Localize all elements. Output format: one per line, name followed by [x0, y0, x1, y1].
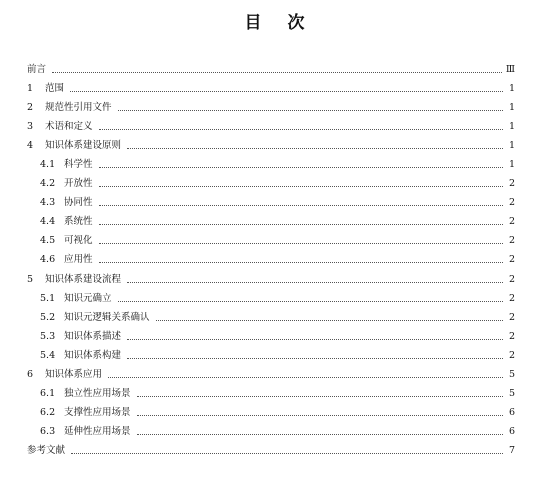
- toc-entry[interactable]: [27, 98, 515, 117]
- toc-entry[interactable]: [27, 270, 515, 289]
- dot-leader: [137, 415, 503, 416]
- toc-entry-label: 知识体系应用: [45, 368, 103, 380]
- toc-entry-number: 5.4: [40, 349, 56, 361]
- toc-entry-page: 2: [508, 349, 515, 361]
- toc-entry-number: 3: [27, 121, 34, 133]
- toc-entry-number: 2: [27, 102, 34, 114]
- toc-entry-label: 范围: [45, 83, 65, 95]
- dot-leader: [99, 243, 503, 244]
- toc-entry-label: 参考文献: [27, 444, 66, 456]
- toc-entry[interactable]: [27, 250, 515, 269]
- dot-leader: [108, 377, 503, 378]
- toc-entry-page: 2: [508, 197, 515, 209]
- toc-entry-label: 延伸性应用场景: [64, 425, 131, 437]
- toc-entry-page: 6: [508, 425, 515, 437]
- toc-entry-number: 4.1: [40, 159, 56, 171]
- toc-entry-page: 1: [508, 140, 515, 152]
- toc-entry-label: 知识元确立: [64, 292, 112, 304]
- toc-entry-number: 1: [27, 83, 34, 95]
- table-of-contents: [27, 60, 515, 460]
- toc-entry-label: 支撑性应用场景: [64, 406, 131, 418]
- dot-leader: [137, 396, 503, 397]
- toc-entry[interactable]: [27, 117, 515, 136]
- dot-leader: [137, 434, 503, 435]
- toc-entry-number: 6.1: [40, 387, 56, 399]
- toc-entry-page: 1: [508, 102, 515, 114]
- toc-entry[interactable]: [27, 193, 515, 212]
- toc-entry[interactable]: [27, 441, 515, 460]
- toc-entry-number: 4.3: [40, 197, 56, 209]
- toc-entry[interactable]: [27, 365, 515, 384]
- dot-leader: [127, 358, 503, 359]
- toc-entry[interactable]: [27, 79, 515, 98]
- toc-entry-page: 1: [508, 159, 515, 171]
- toc-entry[interactable]: [27, 155, 515, 174]
- toc-entry-number: 6.2: [40, 406, 56, 418]
- toc-entry-label: 开放性: [64, 178, 93, 190]
- dot-leader: [99, 262, 503, 263]
- toc-entry[interactable]: [27, 136, 515, 155]
- dot-leader: [99, 167, 503, 168]
- dot-leader: [99, 224, 503, 225]
- toc-entry-page: 5: [508, 387, 515, 399]
- dot-leader: [99, 186, 503, 187]
- toc-entry-label: 可视化: [64, 235, 93, 247]
- toc-entry[interactable]: [27, 289, 515, 308]
- toc-entry-label: 术语和定义: [45, 121, 93, 133]
- toc-entry-number: 4.2: [40, 178, 56, 190]
- dot-leader: [127, 282, 503, 283]
- toc-entry-page: 1: [508, 121, 515, 133]
- dot-leader: [99, 205, 503, 206]
- dot-leader: [70, 91, 503, 92]
- toc-entry-page: 6: [508, 406, 515, 418]
- toc-entry-label: 知识体系描述: [64, 330, 122, 342]
- toc-entry-label: 前言: [27, 64, 47, 76]
- toc-entry-page: 7: [508, 444, 515, 456]
- toc-entry-number: 6: [27, 368, 34, 380]
- toc-entry-number: 4.5: [40, 235, 56, 247]
- toc-entry-page: 1: [508, 83, 515, 95]
- title-char-1: 目: [244, 13, 262, 33]
- toc-entry-page: 2: [508, 311, 515, 323]
- toc-entry-number: 6.3: [40, 425, 56, 437]
- toc-entry-page: 5: [508, 368, 515, 380]
- toc-entry-page: 2: [508, 178, 515, 190]
- dot-leader: [156, 320, 503, 321]
- toc-entry[interactable]: [27, 60, 515, 79]
- toc-entry-page: 2: [508, 330, 515, 342]
- page-title: [0, 8, 549, 33]
- toc-entry[interactable]: [27, 231, 515, 250]
- dot-leader: [127, 339, 503, 340]
- toc-entry-label: 独立性应用场景: [64, 387, 131, 399]
- toc-entry-label: 知识体系建设原则: [45, 140, 122, 152]
- dot-leader: [52, 72, 502, 73]
- toc-entry[interactable]: [27, 422, 515, 441]
- toc-entry-label: 科学性: [64, 159, 93, 171]
- toc-entry[interactable]: [27, 308, 515, 327]
- toc-entry-number: 4: [27, 140, 34, 152]
- dot-leader: [71, 453, 503, 454]
- toc-entry[interactable]: [27, 384, 515, 403]
- toc-entry-number: 5.2: [40, 311, 56, 323]
- toc-entry-label: 知识体系构建: [64, 349, 122, 361]
- toc-entry-page: 2: [508, 273, 515, 285]
- toc-entry-page: 2: [508, 235, 515, 247]
- toc-entry-page: 2: [508, 254, 515, 266]
- toc-entry-label: 知识体系建设流程: [45, 273, 122, 285]
- toc-entry-number: 5.1: [40, 292, 56, 304]
- toc-entry-label: 应用性: [64, 254, 93, 266]
- toc-entry-label: 知识元逻辑关系确认: [64, 311, 150, 323]
- toc-entry[interactable]: [27, 212, 515, 231]
- toc-entry[interactable]: [27, 403, 515, 422]
- toc-entry-page: 2: [508, 292, 515, 304]
- toc-entry[interactable]: [27, 174, 515, 193]
- toc-entry-page: Ⅲ: [505, 64, 515, 76]
- dot-leader: [118, 301, 503, 302]
- toc-entry-label: 协同性: [64, 197, 93, 209]
- toc-entry-number: 4.4: [40, 216, 56, 228]
- dot-leader: [118, 110, 503, 111]
- toc-entry-number: 4.6: [40, 254, 56, 266]
- toc-entry-number: 5.3: [40, 330, 56, 342]
- toc-entry-label: 规范性引用文件: [45, 102, 112, 114]
- dot-leader: [99, 129, 503, 130]
- toc-entry-page: 2: [508, 216, 515, 228]
- toc-entry[interactable]: [27, 346, 515, 365]
- toc-entry-number: 5: [27, 273, 34, 285]
- toc-entry[interactable]: [27, 327, 515, 346]
- dot-leader: [127, 148, 503, 149]
- toc-entry-label: 系统性: [64, 216, 93, 228]
- title-char-2: 次: [287, 13, 305, 33]
